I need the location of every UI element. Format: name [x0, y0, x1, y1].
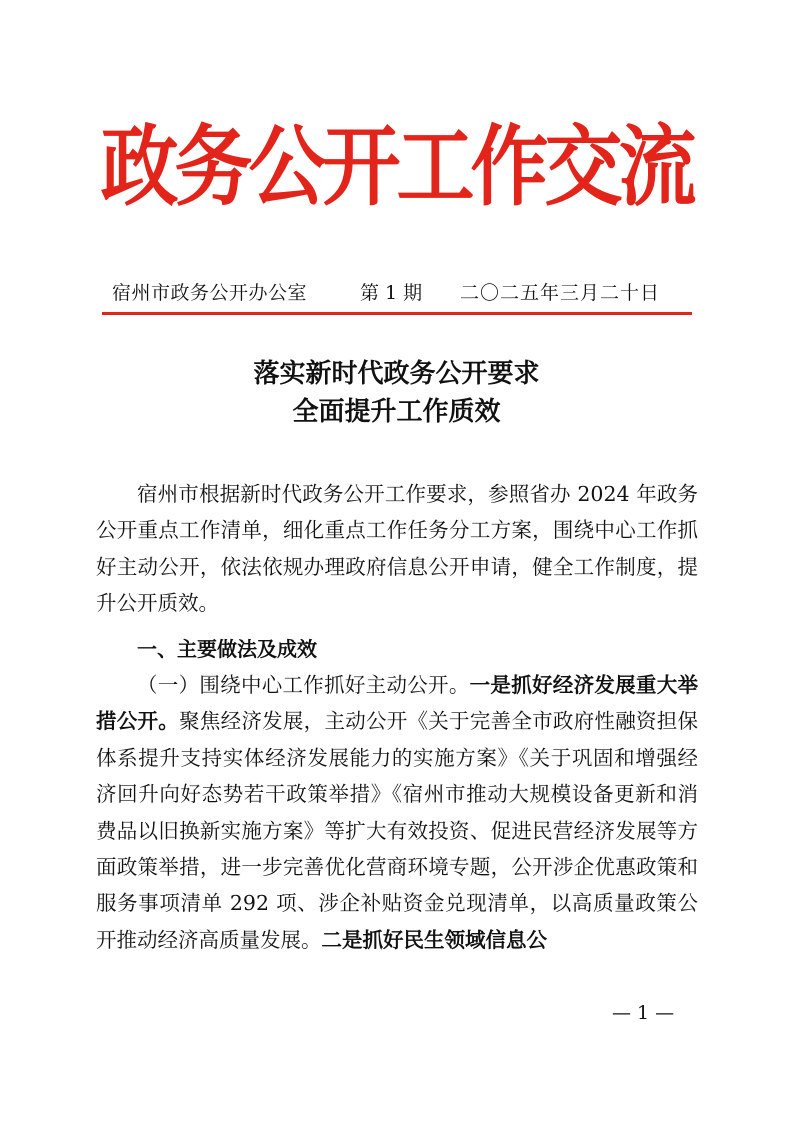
intro-paragraph: 宿州市根据新时代政务公开工作要求，参照省办 2024 年政务公开重点工作清单，细化重点工作任务分工方案，围绕中心工作抓好主动公开，依法依规办理政府信息公开申请，健全工作制度，提升公开质效。 [96, 482, 698, 616]
body-paragraph [96, 667, 698, 958]
key-point-2: 二是抓好民生领域信息公 [321, 927, 547, 952]
red-divider-line [102, 312, 692, 315]
page-number: — 1 — [612, 1002, 675, 1024]
section-heading: 一、主要做法及成效 [137, 637, 317, 661]
issuing-office: 宿州市政务公开办公室 [112, 282, 308, 304]
article-title-line-2: 全面提升工作质效 [292, 397, 501, 427]
issue-line [112, 280, 682, 306]
issue-number: 第 1 期 [360, 282, 423, 304]
issue-date: 二〇二五年三月二十日 [460, 282, 661, 304]
article-title-line-1: 落实新时代政务公开要求 [253, 359, 540, 389]
subsection-lead: （一）围绕中心工作抓好主动公开。 [137, 673, 470, 697]
masthead-title: 政务公开工作交流 [100, 116, 693, 219]
paragraph-body: 聚焦经济发展，主动公开《关于完善全市政府性融资担保体系提升支持实体经济发展能力的实施方案》《关于巩固和增强经济回升向好态势若干政策举措》《宿州市推动大规模设备更新和消费品以旧换新实施方案》等扩大有效投资、促进民营经济发展等方面政策举措，进一步完善优化营商环境专题，公开涉企优惠政策和服务事项清单 292 项、涉企补贴资金兑现清单，以高质量政策公开推动经济高质量发展。 [96, 709, 699, 952]
key-point-1: 一是抓好经济发展重大举措公开。 [96, 673, 699, 734]
